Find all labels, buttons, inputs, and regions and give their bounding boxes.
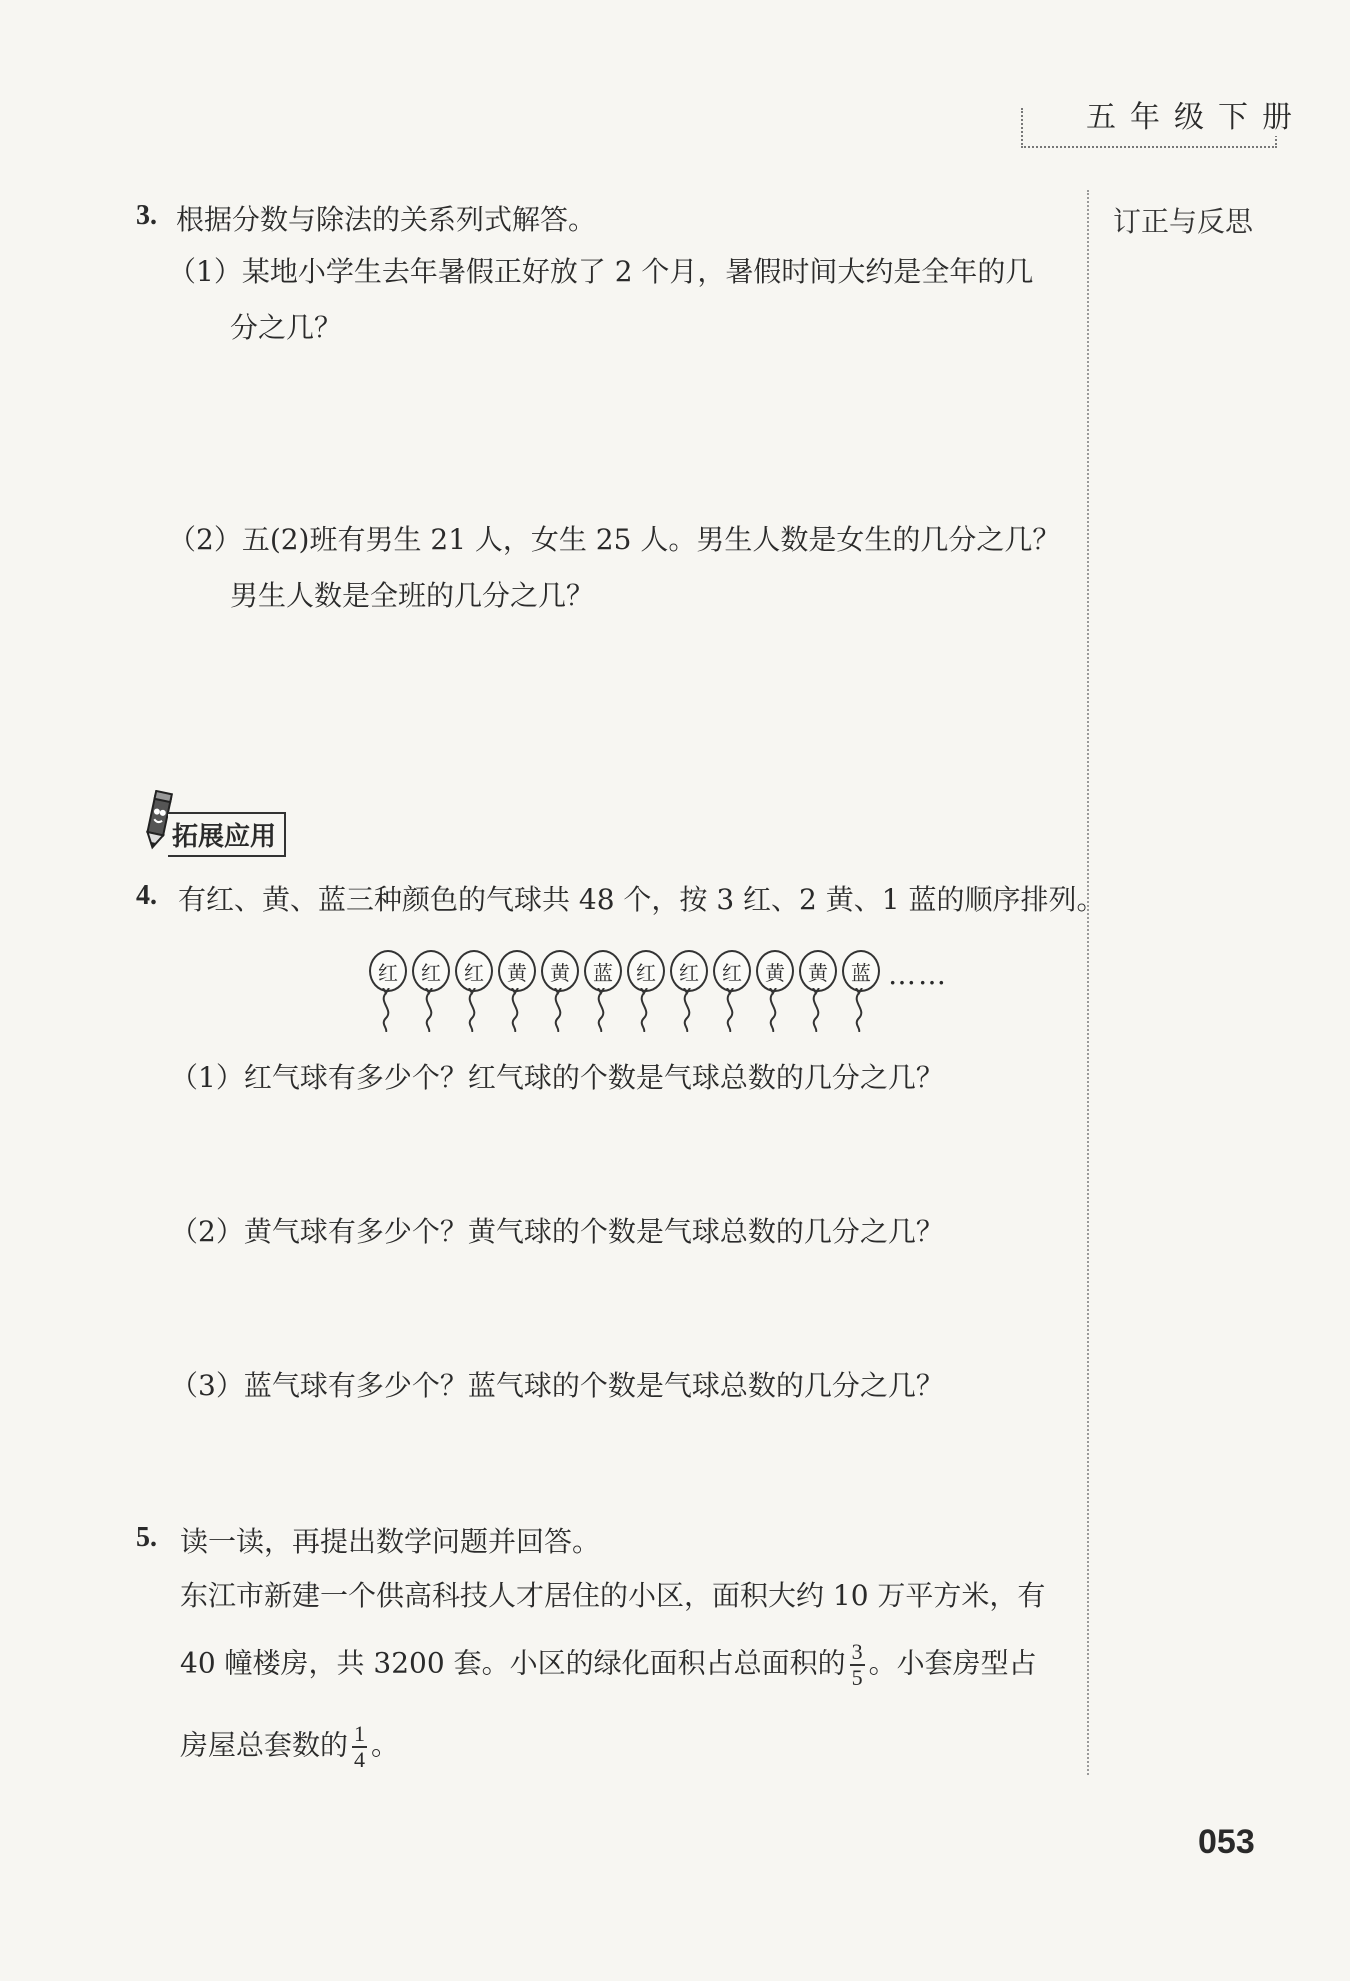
balloon-color-label: 蓝 — [584, 950, 622, 992]
balloon-color-label: 红 — [713, 950, 751, 992]
balloon — [626, 950, 666, 1032]
question-4-part-2: （2）黄气球有多少个？黄气球的个数是气球总数的几分之几？ — [170, 1215, 944, 1248]
balloon — [798, 950, 838, 1032]
balloon — [712, 950, 752, 1032]
balloon-string-icon — [798, 988, 838, 1032]
question-4-prompt: 有红、黄、蓝三种颜色的气球共 48 个，按 3 红、2 黄、1 蓝的顺序排列。 — [178, 883, 1105, 916]
balloon-color-label: 黄 — [498, 950, 536, 992]
balloon — [755, 950, 795, 1032]
question-3 — [136, 200, 157, 232]
question-number: 5. — [136, 1522, 157, 1553]
passage-text: 。 — [371, 1728, 400, 1762]
balloon-color-label: 红 — [455, 950, 493, 992]
fraction-three-fifths — [850, 1640, 865, 1690]
balloon-color-label: 黄 — [756, 950, 794, 992]
balloon-string-icon — [755, 988, 795, 1032]
question-5-prompt: 读一读，再提出数学问题并回答。 — [180, 1525, 601, 1558]
balloon-string-icon — [411, 988, 451, 1032]
balloon-color-label: 黄 — [799, 950, 837, 992]
balloon-string-icon — [454, 988, 494, 1032]
balloon-string-icon — [626, 988, 666, 1032]
balloon — [497, 950, 537, 1032]
balloon-string-icon — [540, 988, 580, 1032]
fraction-numerator: 1 — [354, 1721, 366, 1746]
fraction-one-quarter — [352, 1722, 367, 1772]
balloon — [583, 950, 623, 1032]
section-tag-extended-application — [140, 790, 310, 852]
question-3-part-2-line-1: （2）五(2)班有男生 21 人，女生 25 人。男生人数是女生的几分之几？ — [168, 523, 1061, 556]
balloon — [540, 950, 580, 1032]
balloon-string-icon — [497, 988, 537, 1032]
question-5 — [136, 1522, 157, 1554]
question-4-part-3: （3）蓝气球有多少个？蓝气球的个数是气球总数的几分之几？ — [170, 1369, 944, 1402]
balloon — [841, 950, 881, 1032]
question-number: 3. — [136, 200, 157, 231]
balloon-string-icon — [368, 988, 408, 1032]
section-label: 拓展应用 — [168, 812, 286, 857]
balloon-color-label: 红 — [369, 950, 407, 992]
balloon-color-label: 红 — [670, 950, 708, 992]
question-3-part-2-line-2: 男生人数是全班的几分之几？ — [230, 579, 595, 612]
question-4-part-1: （1）红气球有多少个？红气球的个数是气球总数的几分之几？ — [170, 1061, 944, 1094]
balloon-string-icon — [712, 988, 752, 1032]
balloon-string-icon — [669, 988, 709, 1032]
question-3-prompt: 根据分数与除法的关系列式解答。 — [176, 203, 597, 236]
fraction-denominator: 5 — [851, 1665, 863, 1690]
question-5-passage-line-3 — [180, 1722, 399, 1772]
balloon — [454, 950, 494, 1032]
fraction-numerator: 3 — [851, 1639, 863, 1664]
passage-text: 房屋总套数的 — [180, 1728, 349, 1762]
correction-column-title: 订正与反思 — [1113, 205, 1254, 238]
balloon-color-label: 红 — [627, 950, 665, 992]
balloon-color-label: 红 — [412, 950, 450, 992]
balloon — [669, 950, 709, 1032]
passage-text: 。小套房型占 — [868, 1646, 1037, 1680]
balloon-color-label: 蓝 — [842, 950, 880, 992]
balloon — [411, 950, 451, 1032]
question-5-passage-line-2 — [180, 1640, 1037, 1690]
question-4 — [136, 880, 157, 912]
ellipsis: …… — [888, 958, 948, 991]
question-3-part-1-line-1: （1）某地小学生去年暑假正好放了 2 个月，暑假时间大约是全年的几 — [168, 255, 1034, 288]
page-number: 053 — [1198, 1823, 1255, 1861]
question-number: 4. — [136, 880, 157, 911]
balloon-string-icon — [841, 988, 881, 1032]
balloon-color-label: 黄 — [541, 950, 579, 992]
passage-text: 40 幢楼房，共 3200 套。小区的绿化面积占总面积的 — [180, 1646, 846, 1680]
question-3-part-1-line-2: 分之几？ — [230, 311, 343, 344]
question-5-passage-line-1: 东江市新建一个供高科技人才居住的小区，面积大约 10 万平方米，有 — [180, 1579, 1046, 1612]
balloon-sequence — [368, 950, 881, 1032]
margin-divider — [1087, 190, 1089, 1775]
balloon — [368, 950, 408, 1032]
balloon-string-icon — [583, 988, 623, 1032]
grade-title: 五年级下册 — [1080, 92, 1312, 136]
fraction-denominator: 4 — [354, 1747, 366, 1772]
